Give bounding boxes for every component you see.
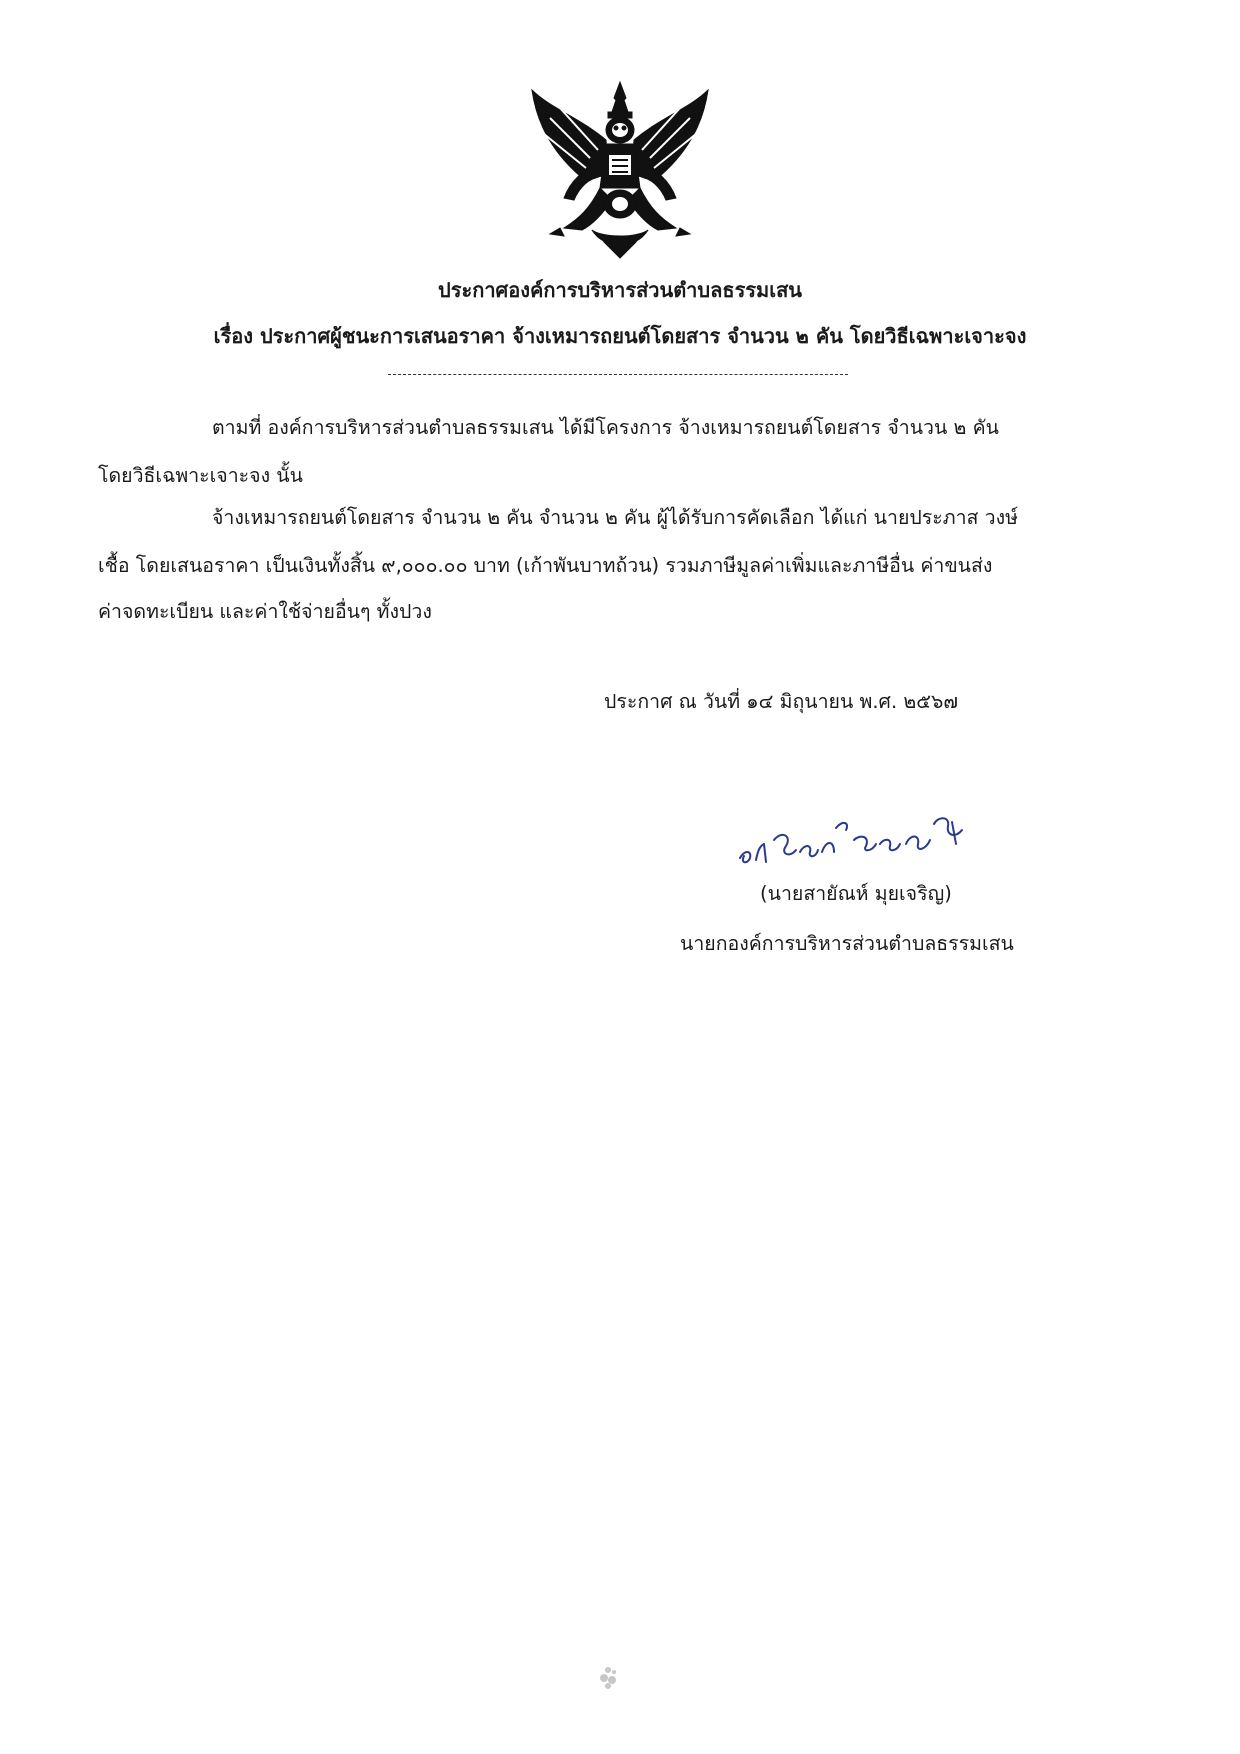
document-title: ประกาศองค์การบริหารส่วนตำบลธรรมเสน (438, 278, 802, 302)
signer-name: (นายสายัณห์ มุยเจริญ) (760, 882, 952, 905)
paragraph-2-line-2: เชื้อ โดยเสนอราคา เป็นเงินทั้งสิ้น ๙,๐๐๐.๐๐ บาท (เก้าพันบาทถ้วน) รวมภาษีมูลค่าเพิ่มและภาษีอื่น ค่าขนส่ง (98, 554, 993, 577)
paragraph-1-line-2: โดยวิธีเฉพาะเจาะจง นั้น (98, 464, 303, 487)
announcement-date: ประกาศ ณ วันที่ ๑๔ มิถุนายน พ.ศ. ๒๕๖๗ (604, 690, 958, 713)
paragraph-1-line-1: ตามที่ องค์การบริหารส่วนตำบลธรรมเสน ได้มีโครงการ จ้างเหมารถยนต์โดยสาร จำนวน ๒ คัน (212, 416, 999, 439)
paragraph-2-line-3: ค่าจดทะเบียน และค่าใช้จ่ายอื่นๆ ทั้งปวง (98, 600, 432, 623)
handwritten-signature-icon (730, 800, 980, 870)
document-subject: เรื่อง ประกาศผู้ชนะการเสนอราคา จ้างเหมารถยนต์โดยสาร จำนวน ๒ คัน โดยวิธีเฉพาะเจาะจง (213, 324, 1027, 348)
signer-title: นายกองค์การบริหารส่วนตำบลธรรมเสน (680, 932, 1014, 955)
paragraph-2-line-1: จ้างเหมารถยนต์โดยสาร จำนวน ๒ คัน จำนวน ๒ คัน ผู้ได้รับการคัดเลือก ได้แก่ นายประภาส วงษ์ (212, 506, 1018, 529)
garuda-emblem-icon (520, 78, 720, 260)
dashed-divider (388, 374, 848, 375)
scan-smudge (596, 1662, 622, 1692)
